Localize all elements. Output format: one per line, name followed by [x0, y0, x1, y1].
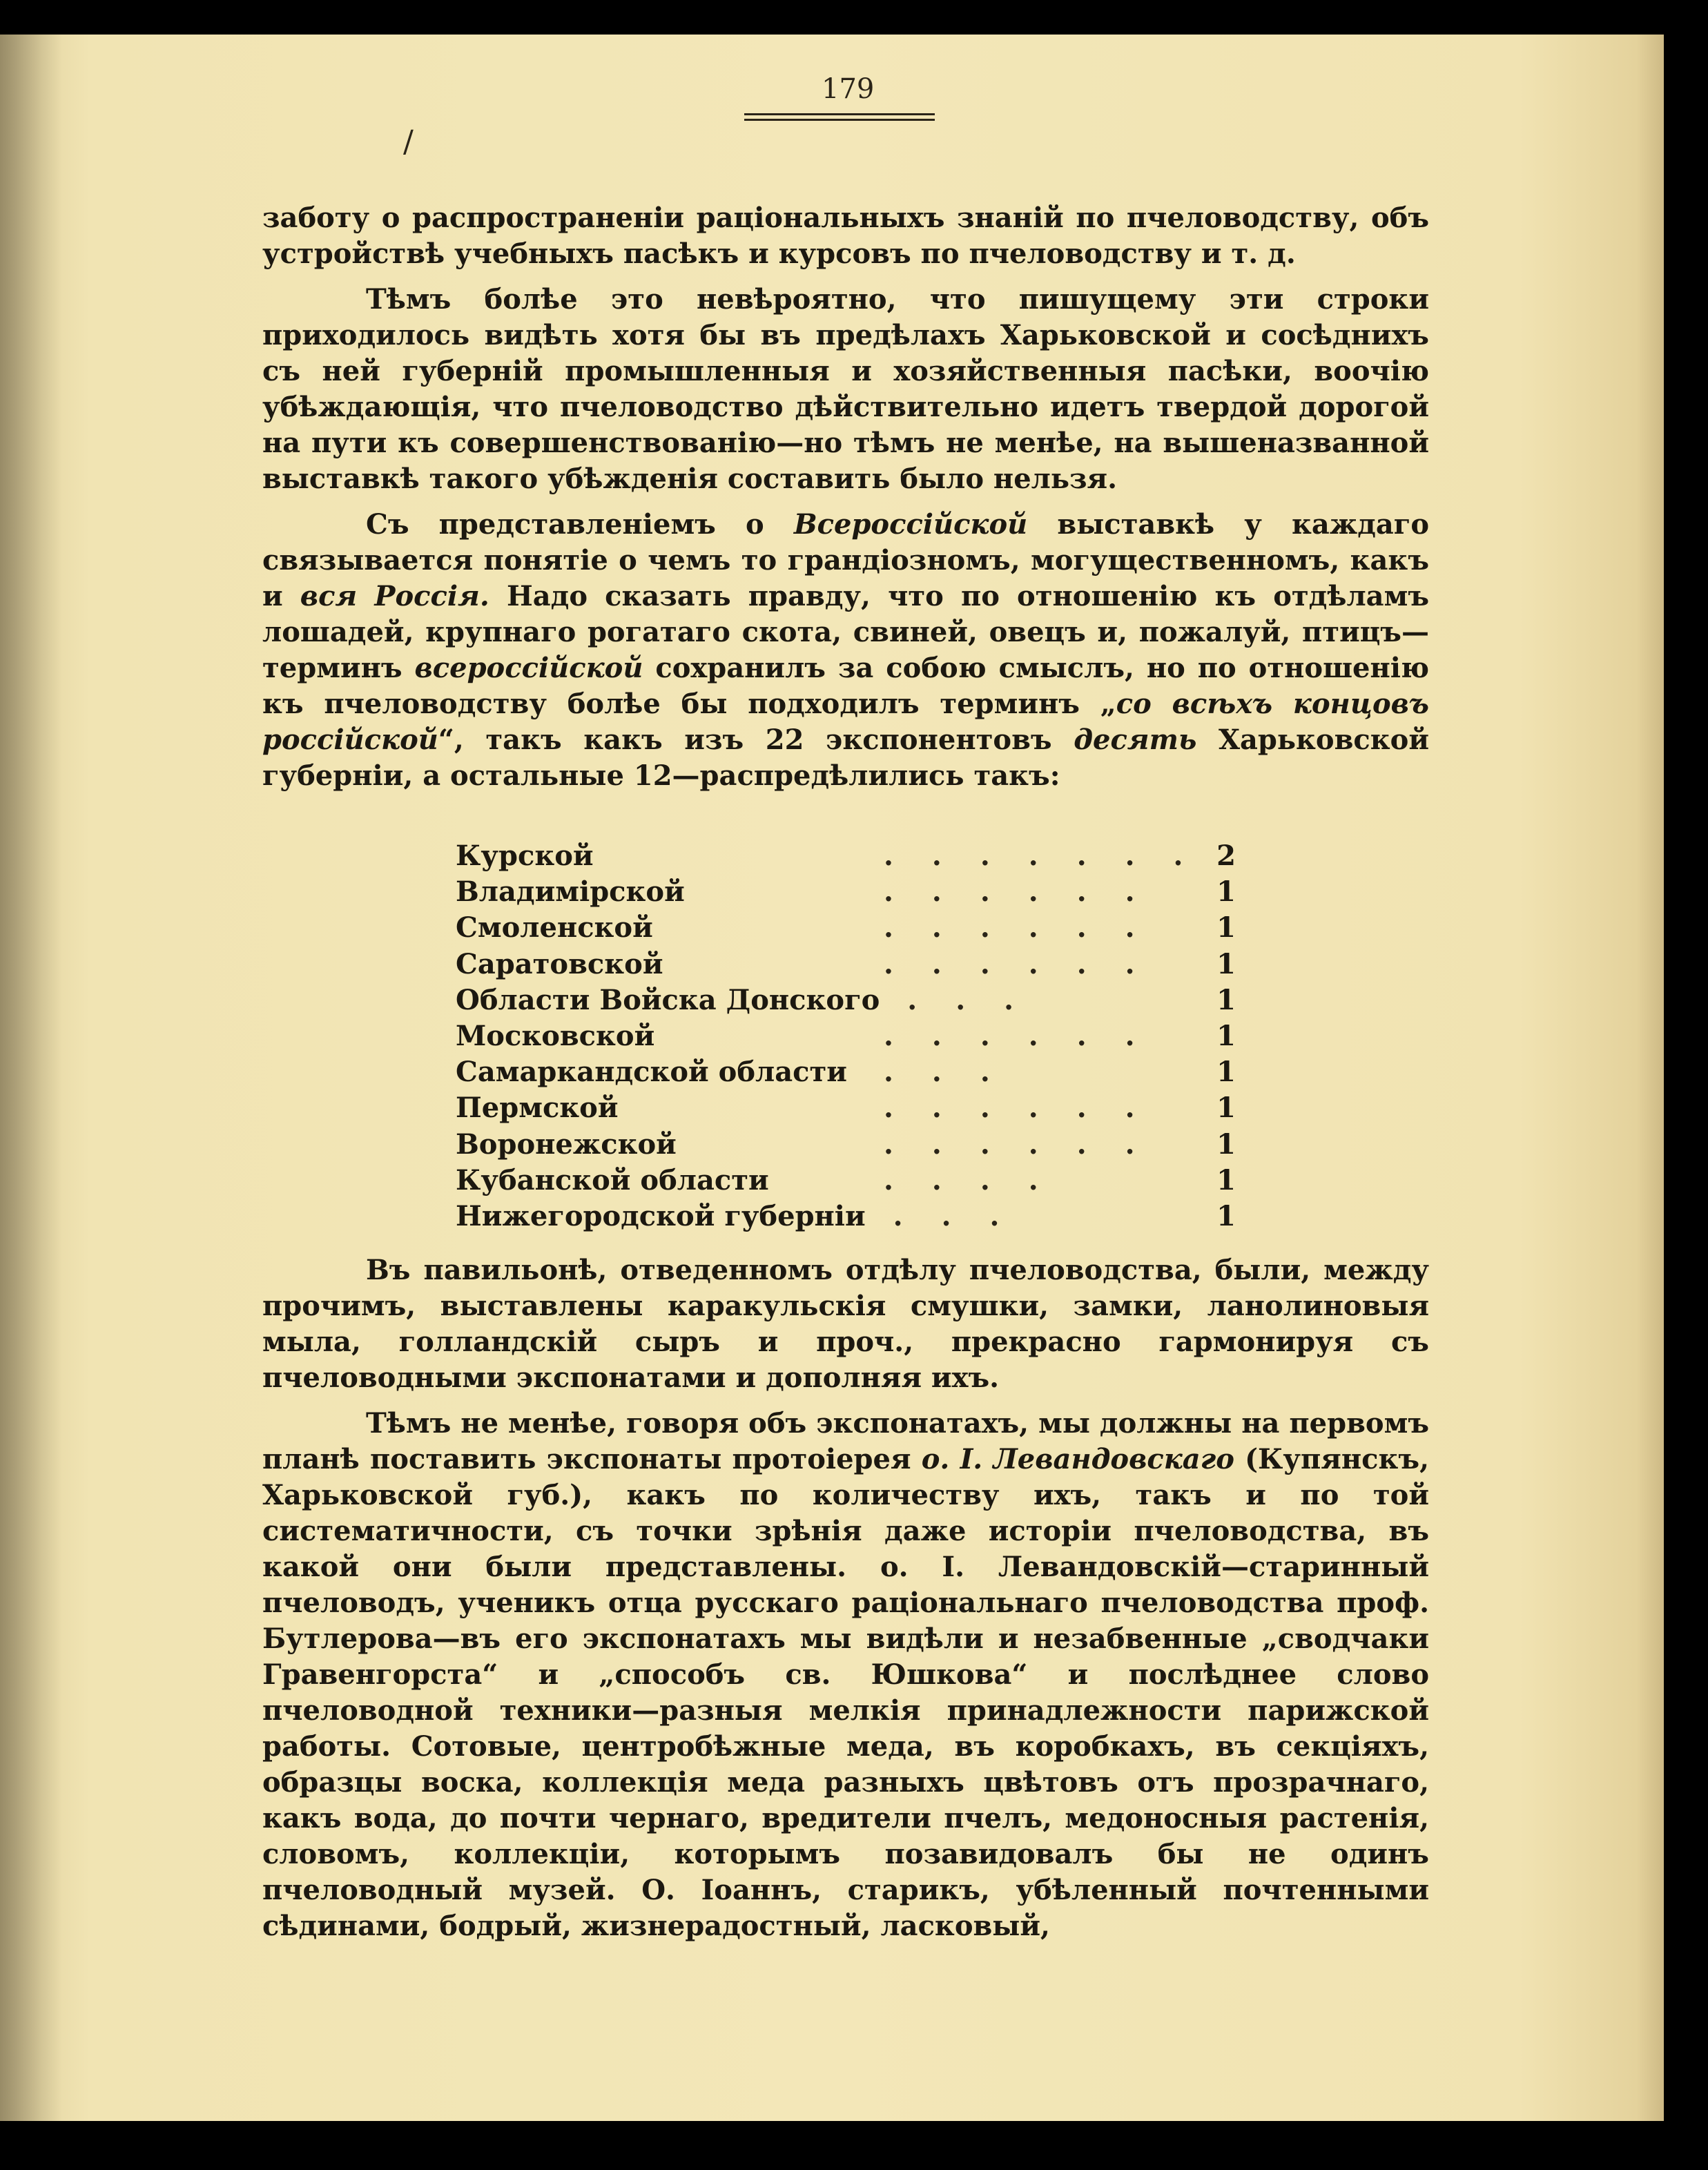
ink-mark: /: [403, 124, 414, 159]
page-number-rule: [744, 113, 935, 115]
text-run: (Купянскъ, Харьковской губ.), какъ по количеству ихъ, такъ и по той систематичности, съ точки зрѣнiя даже исторiи пчеловодства, въ какой они были представлены. о. I. Левандовскiй—старинный пчеловодъ, ученикъ отца русскаго рацiональнаго пчеловодства проф. Бутлерова—въ его экспонатахъ мы видѣли и незабвенные „сводчаки Гравенгорста“ и „способъ св. Юшкова“ и послѣднее слово пчеловодной техники—разныя мелкiя принадлежности парижской работы. Сотовые, центробѣжные меда, въ коробкахъ, въ секцiяхъ, образцы воска, коллекцiя меда разныхъ цвѣтовъ отъ прозрачнаго, какъ вода, до почти чернаго, вредители пчелъ, медоносныя растенiя, словомъ, коллекцiи, которымъ позавидовалъ бы не одинъ пчеловодный музей. О. Iоаннъ, старикъ, убѣленный почтенными сѣдинами, бодрый, жизнерадостный, ласковый,: [262, 1443, 1429, 1942]
exhibitor-count: 1: [1216, 1200, 1236, 1232]
distribution-row: [456, 874, 1236, 910]
italic-text: всероссiйской: [414, 652, 643, 684]
text-run: Тѣмъ болѣе это невѣроятно, что пишущему эти строки приходилось видѣть хотя бы въ предѣлахъ Харьковской и сосѣднихъ съ ней губернiй промышленныя и хозяйственныя пасѣки, воочiю убѣждающiя, что пчеловодство дѣйствительно идетъ твердой дорогой на пути къ совершенствованiю—но тѣмъ не менѣе, на вышеназванной выставкѣ такого убѣжденiя составить было нельзя.: [262, 283, 1429, 495]
exhibitor-count: 1: [1216, 1020, 1236, 1052]
distribution-row: [456, 838, 1236, 874]
exhibitor-count: 1: [1216, 875, 1236, 909]
distribution-row: [456, 1018, 1236, 1054]
distribution-row: [456, 1090, 1236, 1126]
text-run: Тѣмъ не менѣе, говоря объ экспонатахъ, мы должны на первомъ планѣ поставить экспонаты протоiерея: [262, 1407, 1429, 1475]
text-run: “, такъ какъ изъ 22 экспонентовъ: [438, 724, 1074, 756]
leader-dots: ......: [884, 1020, 1174, 1052]
exhibitor-count: 1: [1216, 911, 1236, 944]
leader-dots: ......: [884, 947, 1174, 980]
distribution-row: [456, 1163, 1236, 1199]
exhibitor-count: 1: [1216, 1056, 1236, 1089]
exhibitor-count: 1: [1216, 1163, 1236, 1197]
text-run: выставкѣ у каждаго связывается понятiе о чемъ то грандiозномъ, могущественномъ, какъ и: [262, 508, 1429, 612]
region-name: Пермской: [456, 1092, 619, 1125]
italic-text: со всѣхъ концовъ россiйской: [262, 688, 1429, 756]
paragraph: [262, 1406, 1429, 1944]
text-run: Съ представленiемъ о: [366, 508, 794, 541]
region-name: Нижегородской губернiи: [456, 1200, 866, 1232]
text-block-top: [262, 200, 1429, 794]
exhibitor-count: 1: [1216, 947, 1236, 980]
region-name: Смоленской: [456, 911, 653, 944]
text-run: заботу о распространенiи рацiональныхъ знанiй по пчеловодству, объ устройствѣ учебныхъ пасѣкъ и курсовъ по пчеловодству и т. д.: [262, 202, 1429, 270]
leader-dots: ...: [884, 1056, 1029, 1089]
paragraph: [262, 282, 1429, 497]
region-name: Московской: [456, 1020, 655, 1052]
exhibitor-count: 1: [1216, 1092, 1236, 1125]
paragraph: [262, 507, 1429, 794]
distribution-row: [456, 982, 1236, 1018]
exhibitor-count: 1: [1216, 983, 1236, 1016]
region-name: Владимiрской: [456, 875, 685, 909]
paragraph: [262, 1252, 1429, 1396]
text-run: Харьковской губернiи, а остальные 12—распредѣлились такъ:: [262, 724, 1429, 792]
distribution-row: [456, 947, 1236, 982]
region-name: Курской: [456, 840, 594, 872]
region-name: Саратовской: [456, 947, 663, 980]
italic-text: вся Россiя.: [300, 580, 489, 612]
leader-dots: ......: [884, 1092, 1174, 1125]
text-block-bottom: [262, 1252, 1429, 1944]
book-fold-shadow: [0, 35, 62, 2121]
text-run: Надо сказать правду, что по отношенiю къ отдѣламъ лошадей, крупнаго рогатаго скота, свиней, овецъ и, пожалуй, птицъ—терминъ: [262, 580, 1429, 684]
distribution-row: [456, 1054, 1236, 1090]
text-run: Въ павильонѣ, отведенномъ отдѣлу пчеловодства, были, между прочимъ, выставлены каракульскiя смушки, замки, ланолиновыя мыла, голландскiй сыръ и проч., прекрасно гармонируя съ пчеловодными экспонатами и дополняя ихъ.: [262, 1254, 1429, 1394]
paragraph: [262, 200, 1429, 272]
distribution-row: [456, 910, 1236, 946]
leader-dots: ......: [884, 875, 1174, 909]
leader-dots: ....: [884, 1163, 1077, 1197]
text-run: сохранилъ за собою смыслъ, но по отношенiю къ пчеловодству болѣе бы подходилъ терминъ „: [262, 652, 1429, 720]
leader-dots: ...: [907, 983, 1053, 1016]
italic-text: десять: [1074, 724, 1197, 756]
leader-dots: ...: [893, 1200, 1038, 1232]
exhibitor-count: 2: [1216, 840, 1236, 872]
page-number: 179: [822, 73, 875, 105]
italic-text: Всероссiйской: [793, 508, 1028, 541]
page-number-rule: [744, 119, 935, 121]
distribution-row: [456, 1127, 1236, 1163]
region-name: Кубанской области: [456, 1163, 769, 1197]
region-name: Области Войска Донского: [456, 983, 880, 1016]
region-name: Воронежской: [456, 1127, 677, 1161]
region-name: Самаркандской области: [456, 1056, 847, 1089]
italic-text: о. I. Левандовскаго: [921, 1443, 1234, 1475]
leader-dots: ......: [884, 1127, 1174, 1161]
distribution-row: [456, 1199, 1236, 1234]
leader-dots: .......: [884, 840, 1222, 872]
exhibitor-count: 1: [1216, 1127, 1236, 1161]
leader-dots: ......: [884, 911, 1174, 944]
